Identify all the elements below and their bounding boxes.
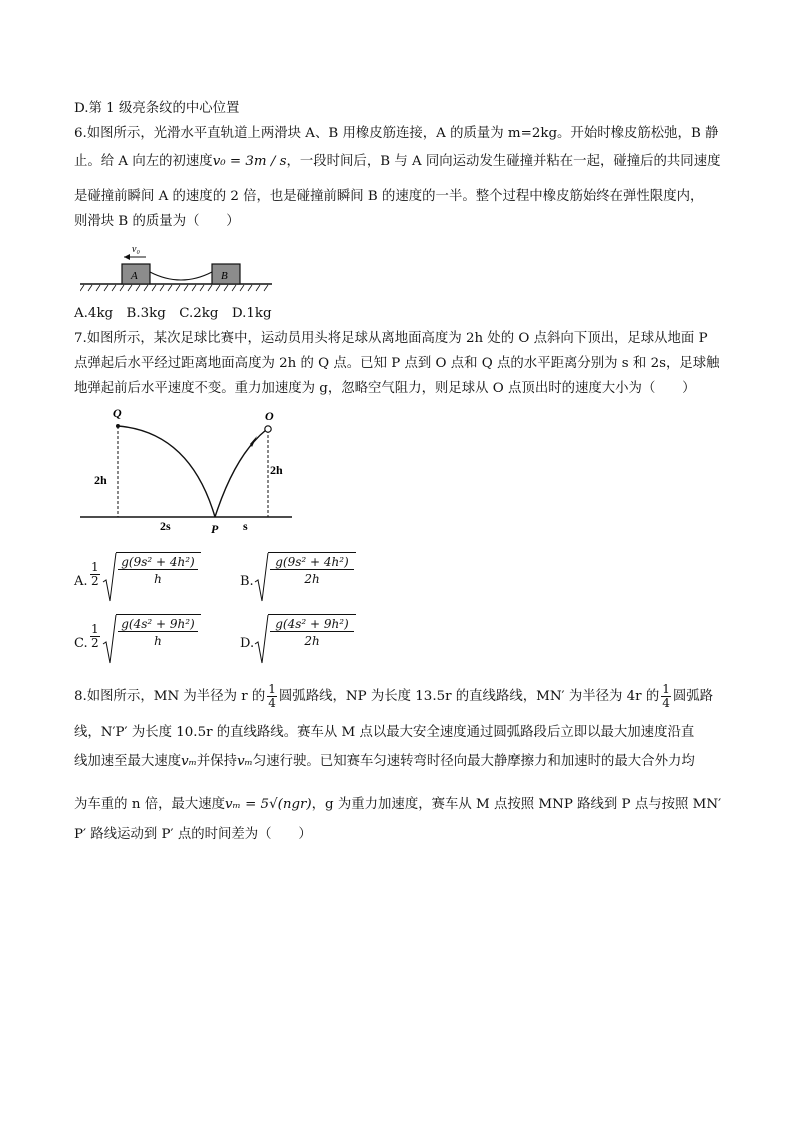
q7-option-b-radical: [254, 552, 270, 604]
q8-frac-1-den: 4: [268, 696, 276, 710]
q8-line-3: [74, 752, 695, 772]
q8-line-4: [74, 795, 721, 815]
q7-option-a-den: h: [154, 572, 162, 586]
q7-option-c-coef: [90, 623, 100, 650]
q7-line-2: 点弹起后水平经过距离地面高度为 2h 的 Q 点。已知 P 点到 O 点和 Q 点的水平距离分别为 s 和 2s，足球触: [74, 356, 720, 371]
q7-option-c-frac: [118, 618, 198, 648]
q8-quarter-frac-2: [661, 683, 671, 710]
q7-option-a-coef: [90, 561, 100, 588]
q8-vm-1: vₘ: [181, 754, 197, 769]
q7-option-c-coef-num: 1: [91, 622, 99, 636]
q7-option-c-radical: [102, 614, 118, 666]
q7-option-d-den: 2h: [304, 634, 320, 648]
block-b-label: B: [221, 270, 228, 282]
q6-v0-formula: v₀ = 3m / s: [212, 154, 287, 169]
q8-line-4-b: ，g 为重力加速度，赛车从 M 点按照 MNP 路线到 P 点与按照 MN′: [311, 797, 722, 812]
q8-frac-2-den: 4: [662, 696, 670, 710]
q7-option-d-label: D.: [240, 636, 255, 651]
q7-option-c-num: g(4s² + 9h²): [118, 618, 198, 632]
q6-figure: [80, 238, 280, 298]
q7-option-c-label: C.: [74, 636, 88, 651]
q8-line-4-a: 为车重的 n 倍，最大速度: [74, 797, 226, 812]
q8-frac-2-num: 1: [662, 682, 670, 696]
q7-option-c-den: h: [154, 634, 162, 648]
q8-line-3-b: 并保持: [196, 754, 238, 769]
trajectory-op: [215, 430, 266, 517]
q7-option-b-frac: [270, 556, 354, 586]
q7-line-3: 地弹起前后水平速度不变。重力加速度为 g，忽略空气阻力，则足球从 O 点顶出时的速度大小为（ ）: [74, 381, 696, 396]
q7-option-c-coef-den: 2: [91, 636, 99, 650]
q6-line-2-a: 止。给 A 向左的初速度: [74, 154, 213, 169]
q7-option-a-coef-den: 2: [91, 574, 99, 588]
q6-line-3: 是碰撞前瞬间 A 的速度的 2 倍，也是碰撞前瞬间 B 的速度的一半。整个过程中橡皮筋始终在弹性限度内，: [74, 189, 704, 204]
block-a-label: A: [131, 270, 138, 282]
q7-option-a: [74, 552, 214, 604]
q6-line-2-b: ，一段时间后，B 与 A 同向运动发生碰撞并粘在一起，碰撞后的共同速度: [286, 154, 721, 169]
q7-option-b: [240, 552, 370, 604]
ball: [265, 426, 271, 432]
q7-option-a-coef-num: 1: [91, 560, 99, 574]
q8-line-1-b: 圆弧路线，NP 为长度 13.5r 的直线路线，MN′ 为半径为 4r 的: [278, 689, 660, 704]
q8-line-5: P′ 路线运动到 P′ 点的时间差为（ ）: [74, 827, 312, 842]
q6-line-1: 6.如图所示，光滑水平直轨道上两滑块 A、B 用橡皮筋连接，A 的质量为 m=2kg。开始时橡皮筋松弛，B 静: [74, 126, 719, 141]
q7-option-a-radical: [102, 552, 118, 604]
q7-option-c: [74, 614, 214, 666]
distance-s-label: s: [243, 519, 248, 533]
q8-vm-formula: vₘ = 5√(ngr): [225, 797, 312, 812]
q6-line-4: 则滑块 B 的质量为（ ）: [74, 214, 240, 229]
q8-quarter-frac-1: [267, 683, 277, 710]
q7-option-d: [240, 614, 370, 666]
q7-option-a-frac: [118, 556, 198, 586]
q6-line-2: [74, 152, 720, 172]
q7-option-d-radical: [254, 614, 270, 666]
q6-options: A.4kg B.3kg C.2kg D.1kg: [74, 306, 272, 321]
q7-option-b-label: B.: [240, 574, 254, 589]
prev-option-d: D.第 1 级亮条纹的中心位置: [74, 101, 240, 116]
q8-line-1: [74, 683, 713, 713]
q8-line-1-c: 圆弧路: [672, 689, 714, 704]
q8-frac-1-num: 1: [268, 682, 276, 696]
q7-option-b-den: 2h: [304, 572, 320, 586]
rubber-band: [150, 272, 212, 280]
point-o-label: O: [265, 409, 274, 423]
q7-option-d-frac: [270, 618, 354, 648]
q8-line-2: 线，N′P′ 为长度 10.5r 的直线路线。赛车从 M 点以最大安全速度通过圆弧路段后立即以最大加速度沿直: [74, 725, 695, 740]
q7-figure: [80, 400, 296, 540]
trajectory-pq: [118, 426, 215, 517]
distance-2s-label: 2s: [160, 519, 171, 533]
q8-line-3-a: 线加速至最大速度: [74, 754, 182, 769]
q7-option-a-label: A.: [74, 574, 88, 589]
q7-line-1: 7.如图所示，某次足球比赛中，运动员用头将足球从离地面高度为 2h 处的 O 点斜向下顶出，足球从地面 P: [74, 331, 708, 346]
height-right-label: 2h: [270, 463, 283, 477]
q7-option-d-num: g(4s² + 9h²): [270, 618, 354, 632]
point-q-label: Q: [113, 406, 122, 420]
q8-line-1-a: 8.如图所示，MN 为半径为 r 的: [74, 689, 266, 704]
q7-option-b-num: g(9s² + 4h²): [270, 556, 354, 570]
q7-option-a-num: g(9s² + 4h²): [118, 556, 198, 570]
q8-line-3-c: 匀速行驶。已知赛车匀速转弯时径向最大静摩擦力和加速时的最大合外力均: [252, 754, 695, 769]
q8-vm-2: vₘ: [237, 754, 253, 769]
height-left-label: 2h: [94, 473, 107, 487]
v0-label: v₀: [132, 244, 140, 255]
point-p-label: P: [211, 522, 219, 536]
